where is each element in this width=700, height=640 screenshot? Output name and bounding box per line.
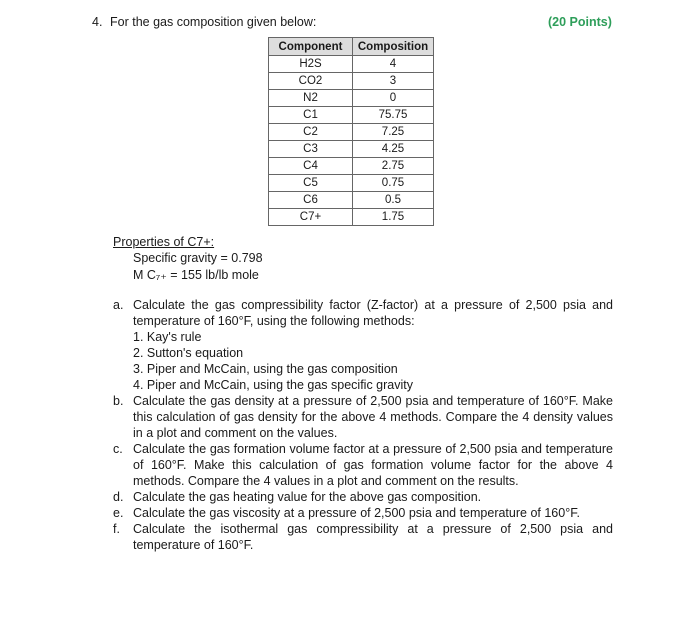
table-row	[269, 158, 434, 175]
points-label: (20 Points)	[548, 15, 612, 29]
method-2: 2. Sutton's equation	[133, 346, 244, 360]
component-cell: N2	[269, 90, 353, 107]
table-row	[269, 56, 434, 73]
item-text: Calculate the gas heating value for the above gas composition.	[133, 490, 482, 504]
component-cell: C1	[269, 107, 353, 124]
column-header: Composition	[353, 38, 434, 56]
table-row	[269, 192, 434, 209]
composition-table	[268, 37, 434, 226]
table-row	[269, 209, 434, 226]
molecular-weight: M C₇₊ = 155 lb/lb mole	[133, 268, 259, 282]
component-cell: CO2	[269, 73, 353, 90]
table-row	[269, 175, 434, 192]
item-b	[113, 393, 613, 441]
composition-cell: 4	[353, 56, 434, 73]
item-e	[113, 505, 613, 521]
item-letter: d.	[113, 490, 124, 504]
question-number: 4.	[92, 15, 103, 29]
table-row	[269, 90, 434, 107]
table-row	[269, 107, 434, 124]
composition-cell: 2.75	[353, 158, 434, 175]
component-cell: C5	[269, 175, 353, 192]
method-4: 4. Piper and McCain, using the gas specific gravity	[133, 378, 413, 392]
method-1: 1. Kay's rule	[133, 330, 202, 344]
composition-cell: 3	[353, 73, 434, 90]
composition-cell: 1.75	[353, 209, 434, 226]
component-cell: C6	[269, 192, 353, 209]
column-header: Component	[269, 38, 353, 56]
component-cell: H2S	[269, 56, 353, 73]
composition-cell: 0.75	[353, 175, 434, 192]
item-text: Calculate the gas density at a pressure of 2,500 psia and temperature of 160°F. Make this calculation of gas density for the above 4 methods. Compare the 4 density values in a plot and comment on the values.	[133, 394, 613, 440]
specific-gravity: Specific gravity = 0.798	[133, 251, 263, 265]
component-cell: C7+	[269, 209, 353, 226]
method-3: 3. Piper and McCain, using the gas composition	[133, 362, 398, 376]
composition-cell: 75.75	[353, 107, 434, 124]
composition-cell: 0	[353, 90, 434, 107]
item-letter: c.	[113, 442, 123, 456]
item-d	[113, 489, 613, 505]
table-header-row	[269, 38, 434, 56]
table-row	[269, 141, 434, 158]
composition-cell: 0.5	[353, 192, 434, 209]
component-cell: C2	[269, 124, 353, 141]
item-text: Calculate the gas compressibility factor (Z-factor) at a pressure of 2,500 psia and temperature of 160°F, using the following methods:	[133, 298, 613, 328]
item-letter: b.	[113, 394, 124, 408]
item-a	[113, 297, 613, 329]
item-letter: e.	[113, 506, 124, 520]
component-cell: C4	[269, 158, 353, 175]
composition-cell: 7.25	[353, 124, 434, 141]
item-text: Calculate the gas formation volume factor at a pressure of 2,500 psia and temperature of 160°F. Make this calculation of gas formation volume factor for the above 4 methods. Compare the 4 values in a plot and comment on the results.	[133, 442, 613, 488]
item-letter: f.	[113, 522, 120, 536]
item-text: Calculate the isothermal gas compressibility at a pressure of 2,500 psia and temperature of 160°F.	[133, 522, 613, 552]
question-title: For the gas composition given below:	[110, 15, 317, 29]
composition-cell: 4.25	[353, 141, 434, 158]
item-text: Calculate the gas viscosity at a pressure of 2,500 psia and temperature of 160°F.	[133, 506, 580, 520]
item-c	[113, 441, 613, 489]
component-cell: C3	[269, 141, 353, 158]
item-f	[113, 521, 613, 553]
table-row	[269, 73, 434, 90]
properties-heading: Properties of C7+:	[113, 235, 215, 249]
item-letter: a.	[113, 298, 124, 312]
table-row	[269, 124, 434, 141]
